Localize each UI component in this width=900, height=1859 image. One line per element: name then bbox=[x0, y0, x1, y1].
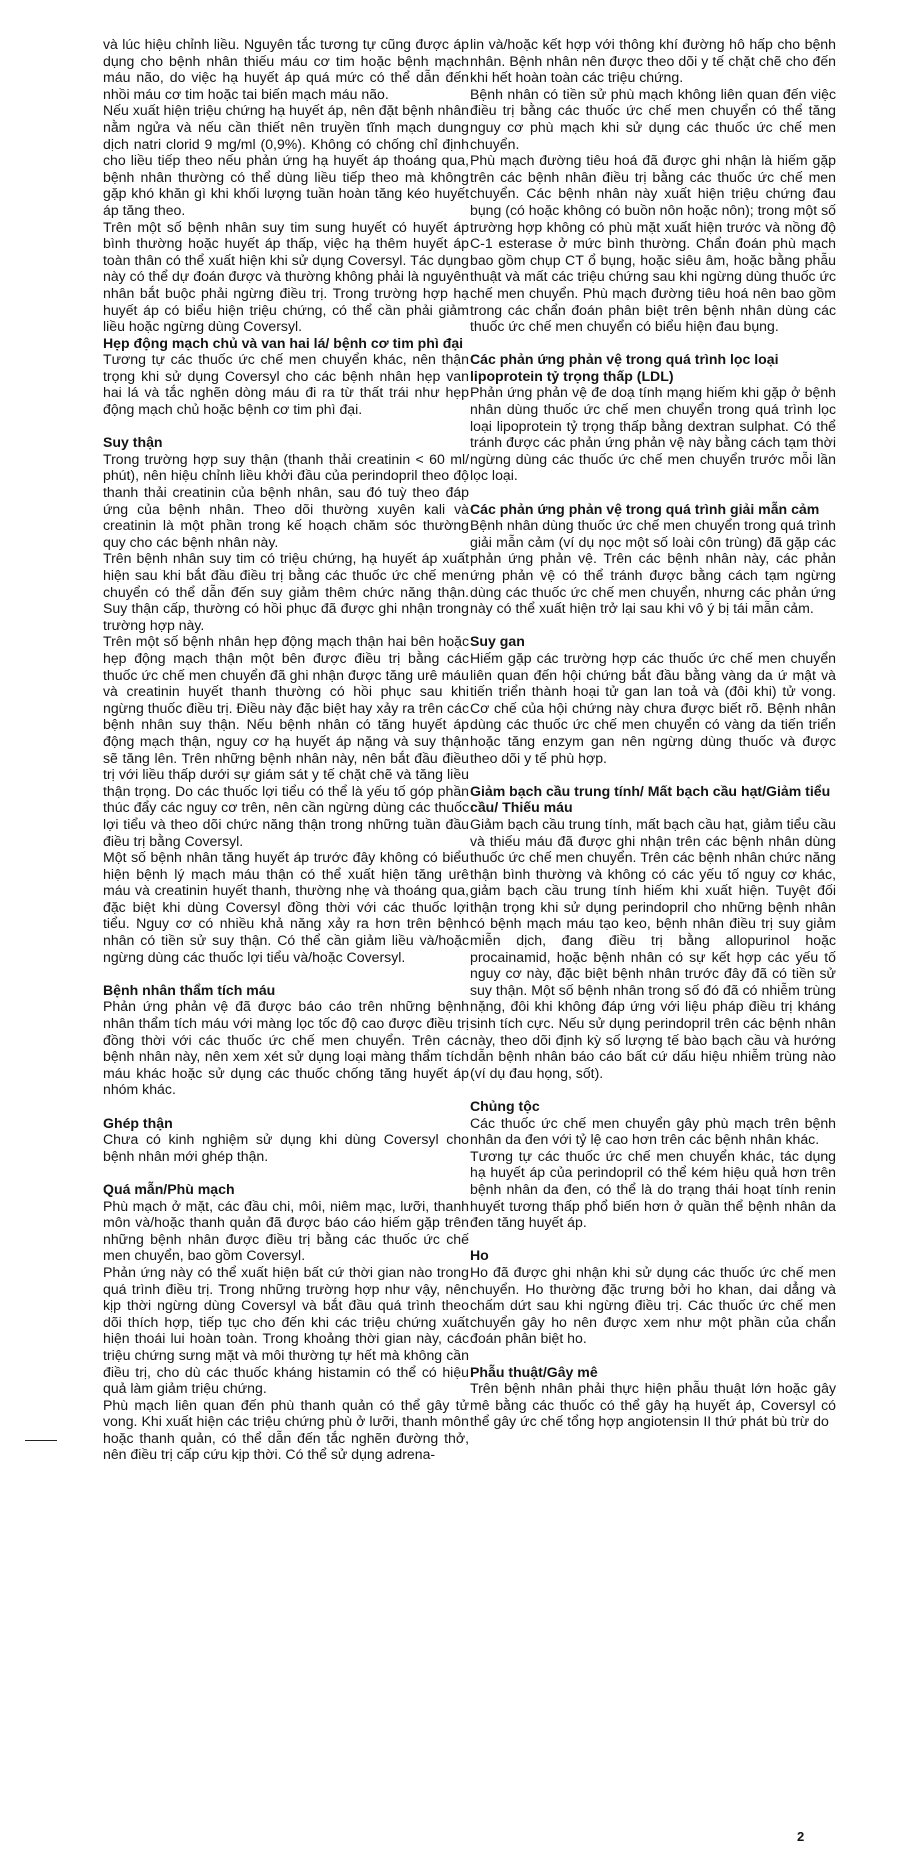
section-heading: Ho bbox=[470, 1247, 489, 1264]
section-heading: Suy gan bbox=[470, 633, 525, 650]
paragraph: Tương tự các thuốc ức chế men chuyển khác, tác dụng hạ huyết áp của perindopril có thể kém hiệu quả hơn trên bệnh nhân da đen, có thể là do trạng thái hoạt tính renin huyết tương thấp phổ biến hơn ở quần thể bệnh nhân da đen tăng huyết áp. bbox=[470, 1147, 836, 1231]
paragraph: Một số bệnh nhân tăng huyết áp trước đây không có biểu hiện bệnh lý mạch máu thận có thể xuất hiện tăng urê máu và creatinin huyết thanh, thường nhẹ và thoáng qua, đặc biệt khi dùng Coversyl đồng thời với các thuốc lợi tiểu. Nguy cơ có nhiều khả năng xảy ra hơn trên bệnh nhân có tiền sử suy thận. Có thể cần giảm liều và/hoặc ngừng dùng các thuốc lợi tiểu và/hoặc Coversyl. bbox=[103, 849, 469, 965]
paragraph: Trên một số bệnh nhân hẹp động mạch thận hai bên hoặc hẹp động mạch thận một bên được điều trị bằng các thuốc ức chế men chuyển đã ghi nhận được tăng urê máu và creatinin huyết thanh thường có hồi phục sau khi ngừng thuốc điều trị. Điều này đặc biệt hay xảy ra trên các bệnh nhân suy thận. Nếu bệnh nhân có tăng huyết áp động mạch thận, nguy cơ hạ huyết áp nặng và suy thận sẽ tăng lên. Trên những bệnh nhân này, nên bắt đầu điều trị với liều thấp dưới sự giám sát y tế chặt chẽ và tăng liều thận trọng. Do các thuốc lợi tiểu có thể là yếu tố góp phần thúc đẩy các nguy cơ trên, nên cần ngừng dùng các thuốc lợi tiểu và theo dõi chức năng thận trong những tuần đầu điều trị bằng Coversyl. bbox=[103, 633, 469, 849]
paragraph: Phản ứng phản vệ đe doạ tính mạng hiếm khi gặp ở bệnh nhân dùng thuốc ức chế men chuyển trong quá trình lọc loại lipoprotein tỷ trọng thấp bằng dextran sulphat. Có thể tránh được các phản ứng phản vệ này bằng cách tạm thời ngừng dùng các thuốc ức chế men chuyển trước mỗi lần lọc loại. bbox=[470, 384, 836, 484]
section-heading: Hẹp động mạch chủ và van hai lá/ bệnh cơ tim phì đại bbox=[103, 334, 464, 351]
paragraph: lin và/hoặc kết hợp với thông khí đường hô hấp cho bệnh nhân. Bệnh nhân nên được theo dõi y tế chặt chẽ cho đến khi hết hoàn toàn các triệu chứng. bbox=[470, 36, 836, 86]
paragraph: Phù mạch đường tiêu hoá đã được ghi nhận là hiếm gặp trên các bệnh nhân điều trị bằng các thuốc ức chế men chuyển. Các bệnh nhân này xuất hiện triệu chứng đau bụng (có hoặc không có buồn nôn hoặc nôn); trong một số trường hợp không có phù mặt xuất hiện trước và nồng độ C-1 esterase ở mức bình thường. Chẩn đoán phù mạch bao gồm chụp CT ổ bụng, hoặc siêu âm, hoặc bằng phẫu thuật và mất các triệu chứng sau khi ngừng dùng thuốc ức chế men chuyển. Phù mạch đường tiêu hoá nên bao gồm trong các chẩn đoán phân biệt trên bệnh nhân dùng các thuốc ức chế men chuyển có biểu hiện đau bụng. bbox=[470, 152, 836, 335]
section-heading: Chủng tộc bbox=[470, 1098, 540, 1114]
section-heading: Giảm bạch cầu trung tính/ Mất bạch cầu hạt/Giảm tiểu cầu/ Thiếu máu bbox=[470, 782, 831, 816]
paragraph: Nếu xuất hiện triệu chứng hạ huyết áp, nên đặt bệnh nhân nằm ngửa và nếu cần thiết nên truyền tĩnh mạch dung dịch natri clorid 9 mg/ml (0,9%). Không có chống chỉ định cho liều tiếp theo nếu phản ứng hạ huyết áp thoáng qua, bệnh nhân thường có thể dùng liều tiếp theo mà không gặp khó khăn gì khi khối lượng tuần hoàn tăng kéo huyết áp tăng theo. bbox=[103, 102, 469, 218]
paragraph: Ho đã được ghi nhận khi sử dụng các thuốc ức chế men chuyển. Ho thường đặc trưng bởi ho khan, dai dẳng và chấm dứt sau khi ngừng điều trị. Các thuốc ức chế men chuyển gây ho nên được xem như một phần của chẩn đoán phân biệt ho. bbox=[470, 1263, 836, 1347]
section-heading: Quá mẫn/Phù mạch bbox=[103, 1180, 235, 1197]
margin-rule bbox=[25, 1440, 57, 1441]
paragraph: Trong trường hợp suy thận (thanh thải creatinin < 60 ml/ phút), nên hiệu chỉnh liều khởi đầu của perindopril theo độ thanh thải creatinin của bệnh nhân, sau đó tuỳ theo đáp ứng của bệnh nhân. Theo dõi thường xuyên kali và creatinin là một phần trong kế hoạch chăm sóc thường quy cho các bệnh nhân này. bbox=[103, 450, 469, 550]
page-number: 2 bbox=[797, 1829, 805, 1844]
paragraph: Trên một số bệnh nhân suy tim sung huyết có huyết áp bình thường hoặc huyết áp thấp, việc hạ thêm huyết áp toàn thân có thể xuất hiện khi sử dụng Coversyl. Tác dụng này có thể dự đoán được và thường không phải là nguyên nhân bắt buộc phải ngừng điều trị. Trong trường hợp hạ huyết áp có biểu hiện triệu chứng, có thể cần phải giảm liều hoặc ngừng dùng Coversyl. bbox=[103, 218, 469, 335]
paragraph: Hiếm gặp các trường hợp các thuốc ức chế men chuyển liên quan đến hội chứng bắt đầu bằng vàng da ứ mật và tiến triển thành hoại tử gan lan toả và (đôi khi) tử vong. Cơ chế của hội chứng này chưa được biết rõ. Bệnh nhân dùng các thuốc ức chế men chuyển có vàng da tiến triển hoặc tăng enzym gan nên ngừng dùng thuốc và được theo dõi y tế phù hợp. bbox=[470, 649, 836, 766]
section-heading: Ghép thận bbox=[103, 1114, 173, 1131]
section-heading: Suy thận bbox=[103, 434, 163, 451]
paragraph: Bệnh nhân dùng thuốc ức chế men chuyển trong quá trình giải mẫn cảm (ví dụ nọc một số loài côn trùng) đã gặp các phản ứng phản vệ. Trên các bệnh nhân này, các phản ứng phản vệ có thể tránh được bằng cách tạm ngừng dùng các thuốc ức chế men chuyển, nhưng các phản ứng này có thể xuất hiện trở lại sau khi vô ý bị tái mẫn cảm. bbox=[470, 517, 836, 617]
paragraph: Phản ứng phản vệ đã được báo cáo trên những bệnh nhân thẩm tích máu với màng lọc tốc độ cao được điều trị đồng thời với các thuốc ức chế men chuyển. Trên các bệnh nhân này, nên xem xét sử dụng loại màng thẩm tích máu khác hoặc sử dụng các thuốc chống tăng huyết áp nhóm khác. bbox=[103, 998, 469, 1098]
section-heading: Các phản ứng phản vệ trong quá trình giải mẫn cảm bbox=[470, 500, 820, 517]
paragraph: Giảm bạch cầu trung tính, mất bạch cầu hạt, giảm tiểu cầu và thiếu máu đã được ghi nhận trên các bệnh nhân dùng thuốc ức chế men chuyển. Trên các bệnh nhân chức năng thận bình thường và không có các yếu tố nguy cơ khác, giảm bạch cầu trung tính hiếm khi xuất hiện. Tuyệt đối thận trọng khi sử dụng perindopril cho những bệnh nhân có bệnh mạch máu tạo keo, bệnh nhân điều trị suy giảm miễn dịch, đang điều trị bằng allopurinol hoặc procainamid, hoặc bệnh nhân có sự kết hợp các yếu tố nguy cơ này, đặc biệt bệnh nhân trước đây đã có tiền sử suy thận. Một số bệnh nhân trong số đó đã có nhiễm trùng nặng, đôi khi không đáp ứng với liệu pháp điều trị kháng sinh tích cực. Nếu sử dụng perindopril trên các bệnh nhân này, theo dõi định kỳ số lượng tế bào bạch cầu và hướng dẫn bệnh nhân báo cáo bất cứ dấu hiệu nhiễm trùng nào (ví dụ đau họng, sốt). bbox=[470, 815, 836, 1081]
paragraph: Trên bệnh nhân suy tim có triệu chứng, hạ huyết áp xuất hiện sau khi bắt đầu điều trị bằng các thuốc ức chế men chuyển có thể dẫn đến suy giảm thêm chức năng thận. Suy thận cấp, thường có hồi phục đã được ghi nhận trong trường hợp này. bbox=[103, 550, 469, 633]
right-column bbox=[470, 36, 836, 1430]
paragraph: Tương tự các thuốc ức chế men chuyển khác, nên thận trọng khi sử dụng Coversyl cho các bệnh nhân hẹp van hai lá và tắc nghẽn dòng máu đi ra từ thất trái như hẹp động mạch chủ hoặc bệnh cơ tim phì đại. bbox=[103, 351, 469, 418]
paragraph: Các thuốc ức chế men chuyển gây phù mạch trên bệnh nhân da đen với tỷ lệ cao hơn trên các bệnh nhân khác. bbox=[470, 1114, 836, 1148]
section-heading: Phẫu thuật/Gây mê bbox=[470, 1363, 598, 1380]
paragraph: Phù mạch ở mặt, các đầu chi, môi, niêm mạc, lưỡi, thanh môn và/hoặc thanh quản đã được báo cáo hiếm gặp trên những bệnh nhân được điều trị bằng các thuốc ức chế men chuyển, bao gồm Coversyl. bbox=[103, 1197, 469, 1264]
left-column bbox=[103, 36, 469, 1463]
section-heading: Bệnh nhân thẩm tích máu bbox=[103, 981, 276, 998]
section-heading: Các phản ứng phản vệ trong quá trình lọc loại lipoprotein tỷ trọng thấp (LDL) bbox=[470, 351, 779, 384]
paragraph: và lúc hiệu chỉnh liều. Nguyên tắc tương tự cũng được áp dụng cho bệnh nhân thiếu máu cơ tim hoặc bệnh mạch máu não, do việc hạ huyết áp quá mức có thể dẫn đến nhồi máu cơ tim hoặc tai biến mạch máu não. bbox=[103, 36, 469, 102]
paragraph: Phản ứng này có thể xuất hiện bất cứ thời gian nào trong quá trình điều trị. Trong những trường hợp như vậy, nên kịp thời ngừng dùng Coversyl và bắt đầu quá trình theo dõi thích hợp, tiếp tục cho đến khi các triệu chứng xuất hiện thoái lui hoàn toàn. Trong khoảng thời gian này, các triệu chứng sưng mặt và môi thường tự hết mà không cần điều trị, cho dù các thuốc kháng histamin có thể có hiệu quả làm giảm triệu chứng. bbox=[103, 1263, 469, 1397]
paragraph: Phù mạch liên quan đến phù thanh quản có thể gây tử vong. Khi xuất hiện các triệu chứng phù ở lưỡi, thanh môn hoặc thanh quản, có thể dẫn đến tắc nghẽn đường thở, nên điều trị cấp cứu kịp thời. Có thể sử dụng adrena- bbox=[103, 1396, 469, 1463]
paragraph: Bệnh nhân có tiền sử phù mạch không liên quan đến việc điều trị bằng các thuốc ức chế men chuyển có thể tăng nguy cơ phù mạch khi sử dụng các thuốc ức chế men chuyển. bbox=[470, 85, 836, 152]
paragraph: Chưa có kinh nghiệm sử dụng khi dùng Coversyl cho bệnh nhân mới ghép thận. bbox=[103, 1131, 469, 1164]
paragraph: Trên bệnh nhân phải thực hiện phẫu thuật lớn hoặc gây mê bằng các thuốc có thể gây hạ huyết áp, Coversyl có thể gây ức chế tổng hợp angiotensin II thứ phát bù trừ do bbox=[470, 1380, 836, 1430]
